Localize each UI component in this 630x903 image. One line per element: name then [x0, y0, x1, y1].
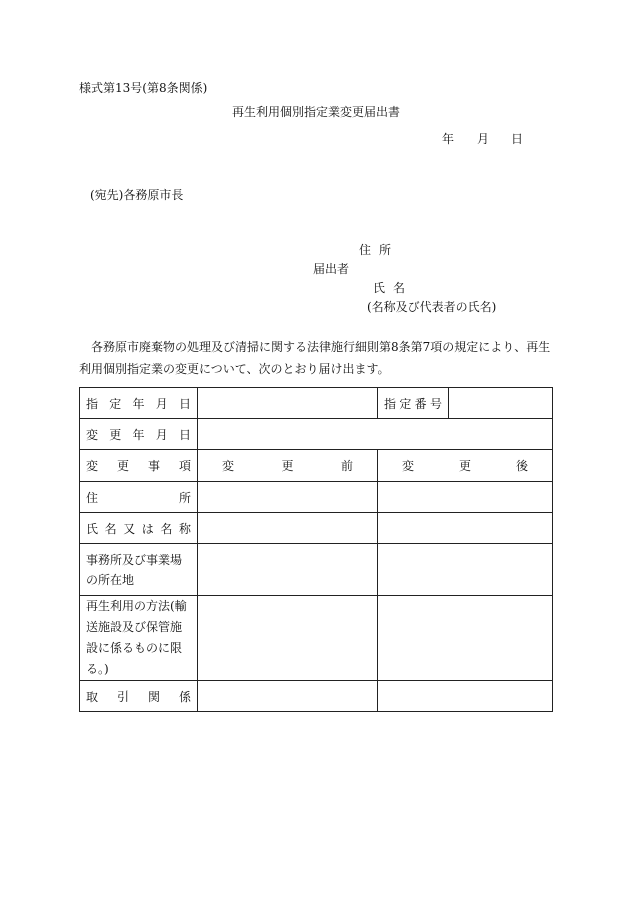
date-year-label: 年 [442, 132, 455, 146]
document-title: 再生利用個別指定業変更届出書 [232, 105, 401, 119]
form-number: 様式第13号(第8条関係) [79, 81, 208, 95]
office-location-before-field[interactable] [198, 544, 378, 596]
body-text: 各務原市廃棄物の処理及び清掃に関する法律施行細則第8条第7項の規定により、再生利用個別指定業の変更について、次のとおり届け出ます。 [79, 340, 551, 376]
transactions-before-field[interactable] [198, 681, 378, 712]
recycling-method-row-label: 再生利用の方法(輸送施設及び保管施設に係るものに限る。) [80, 596, 198, 681]
transactions-row-label: 取引関係 [80, 681, 198, 712]
address-before-field[interactable] [198, 482, 378, 513]
table-row [80, 681, 553, 712]
table-row [80, 450, 553, 482]
transactions-after-field[interactable] [378, 681, 553, 712]
name-before-field[interactable] [198, 513, 378, 544]
table-row [80, 513, 553, 544]
designation-number-label: 指定番号 [378, 388, 449, 419]
after-change-header: 変更後 [378, 450, 553, 482]
address-row-label: 住所 [80, 482, 198, 513]
recycling-method-before-field[interactable] [198, 596, 378, 681]
notifier-label: 届出者 [313, 262, 350, 276]
designation-date-label: 指定年月日 [80, 388, 198, 419]
name-row-label: 氏名又は名称 [80, 513, 198, 544]
office-location-after-field[interactable] [378, 544, 553, 596]
office-location-row-label: 事務所及び事業場の所在地 [80, 544, 198, 596]
change-date-label: 変更年月日 [80, 419, 198, 450]
table-row [80, 388, 553, 419]
table-row [80, 544, 553, 596]
before-change-header: 変更前 [198, 450, 378, 482]
change-item-header: 変更事項 [80, 450, 198, 482]
table-row [80, 419, 553, 450]
designation-date-field[interactable] [198, 388, 378, 419]
applicant-name-label: 氏名 [373, 281, 414, 295]
name-after-field[interactable] [378, 513, 553, 544]
date-day-label: 日 [511, 132, 524, 146]
change-date-field[interactable] [198, 419, 553, 450]
date-month-label: 月 [477, 132, 490, 146]
applicant-name-note: (名称及び代表者の氏名) [367, 300, 497, 314]
table-row [80, 596, 553, 681]
change-form-table [79, 387, 553, 712]
table-row [80, 482, 553, 513]
address-after-field[interactable] [378, 482, 553, 513]
recycling-method-after-field[interactable] [378, 596, 553, 681]
applicant-address-label: 住所 [359, 243, 400, 257]
designation-number-field[interactable] [449, 388, 553, 419]
addressee: (宛先)各務原市長 [90, 188, 184, 202]
